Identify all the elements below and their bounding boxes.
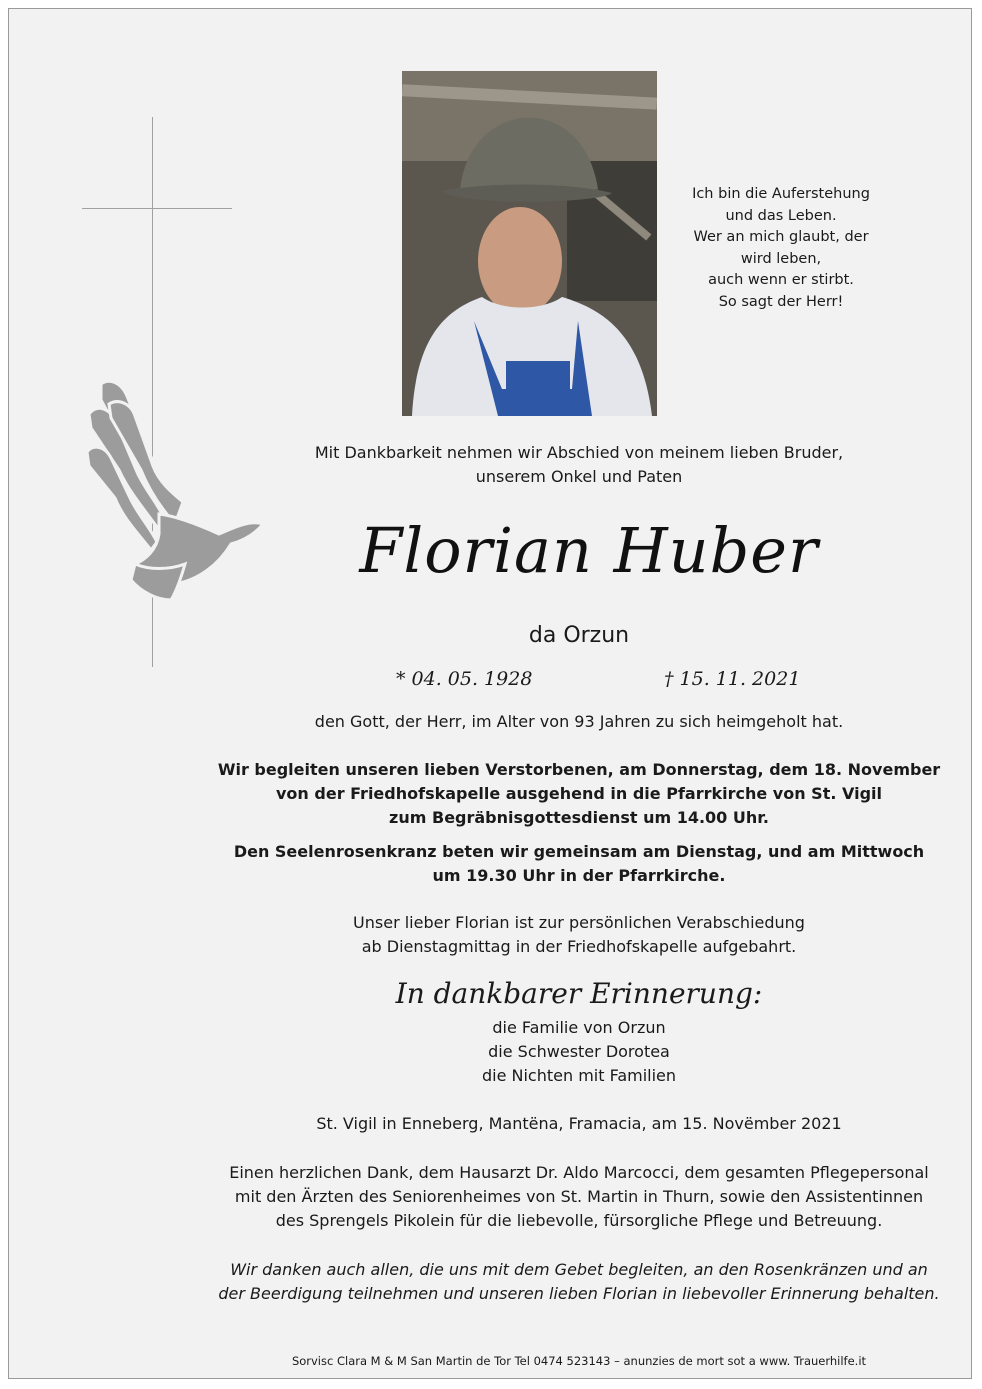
- bible-quote: [681, 184, 881, 313]
- quote-line: wird leben,: [740, 250, 822, 267]
- family-line: die Schwester Dorotea: [488, 1042, 670, 1061]
- funeral-line: von der Friedhofskapelle ausgehend in die Pfarrkirche von St. Vigil: [276, 784, 882, 803]
- remembrance-heading: In dankbarer Erinnerung:: [395, 977, 763, 1010]
- funeral-line: Wir begleiten unseren lieben Verstorbenen, am Donnerstag, dem 18. November: [217, 760, 941, 779]
- quote-line: Ich bin die Auferstehung: [692, 186, 870, 202]
- obituary-card: [8, 8, 972, 1379]
- closing-line: der Beerdigung teilnehmen und unseren lieben Florian in liebevoller Erinnerung behalten.: [218, 1284, 940, 1303]
- thanks-line: Einen herzlichen Dank, dem Hausarzt Dr. Aldo Marcocci, dem gesamten Pflegepersonal: [229, 1163, 929, 1182]
- thanks-line: des Sprengels Pikolein für die liebevolle, fürsorgliche Pflege und Betreuung.: [275, 1211, 883, 1230]
- deceased-name: Florian Huber: [359, 514, 819, 587]
- quote-line: Wer an mich glaubt, der: [693, 229, 869, 245]
- intro-line: Mit Dankbarkeit nehmen wir Abschied von meinem lieben Bruder,: [314, 443, 844, 462]
- intro-line: unserem Onkel und Paten: [475, 467, 683, 486]
- funeral-line: zum Begräbnisgottesdienst um 14.00 Uhr.: [389, 808, 769, 827]
- portrait-photo: [402, 71, 657, 416]
- thanks-line: mit den Ärzten des Seniorenheimes von St. Martin in Thurn, sowie den Assistentinnen: [234, 1187, 924, 1206]
- closing-line: Wir danken auch allen, die uns mit dem Gebet begleiten, an den Rosenkränzen und an: [230, 1260, 928, 1279]
- family-line: die Familie von Orzun: [492, 1018, 666, 1037]
- intro-text: [239, 441, 919, 489]
- praying-hands-icon: [79, 374, 269, 604]
- quote-line: auch wenn er stirbt.: [708, 272, 854, 288]
- rosary-line: Den Seelenrosenkranz beten wir gemeinsam am Dienstag, und am Mittwoch: [233, 842, 925, 861]
- quote-line: So sagt der Herr!: [718, 293, 844, 310]
- birth-date: * 04. 05. 1928: [396, 668, 533, 690]
- age-line: den Gott, der Herr, im Alter von 93 Jahren zu sich heimgeholt hat.: [314, 712, 844, 731]
- footer-credit: Sorvisc Clara M & M San Martin de Tor Tel 0474 523143 – anunzies de mort sot a www. Trauerhilfe.it: [291, 1354, 867, 1368]
- viewing-line: Unser lieber Florian ist zur persönlichen Verabschiedung: [353, 913, 805, 932]
- cross-horizontal-beam: [82, 208, 232, 209]
- place-date: St. Vigil in Enneberg, Mantëna, Framacia, am 15. Novëmber 2021: [316, 1114, 842, 1133]
- family-line: die Nichten mit Familien: [481, 1066, 677, 1085]
- rosary-line: um 19.30 Uhr in der Pfarrkirche.: [432, 866, 726, 885]
- quote-line: und das Leben.: [725, 207, 837, 224]
- death-date: † 15. 11. 2021: [664, 668, 801, 690]
- deceased-nickname: da Orzun: [528, 623, 630, 648]
- viewing-line: ab Dienstagmittag in der Friedhofskapelle aufgebahrt.: [361, 937, 797, 956]
